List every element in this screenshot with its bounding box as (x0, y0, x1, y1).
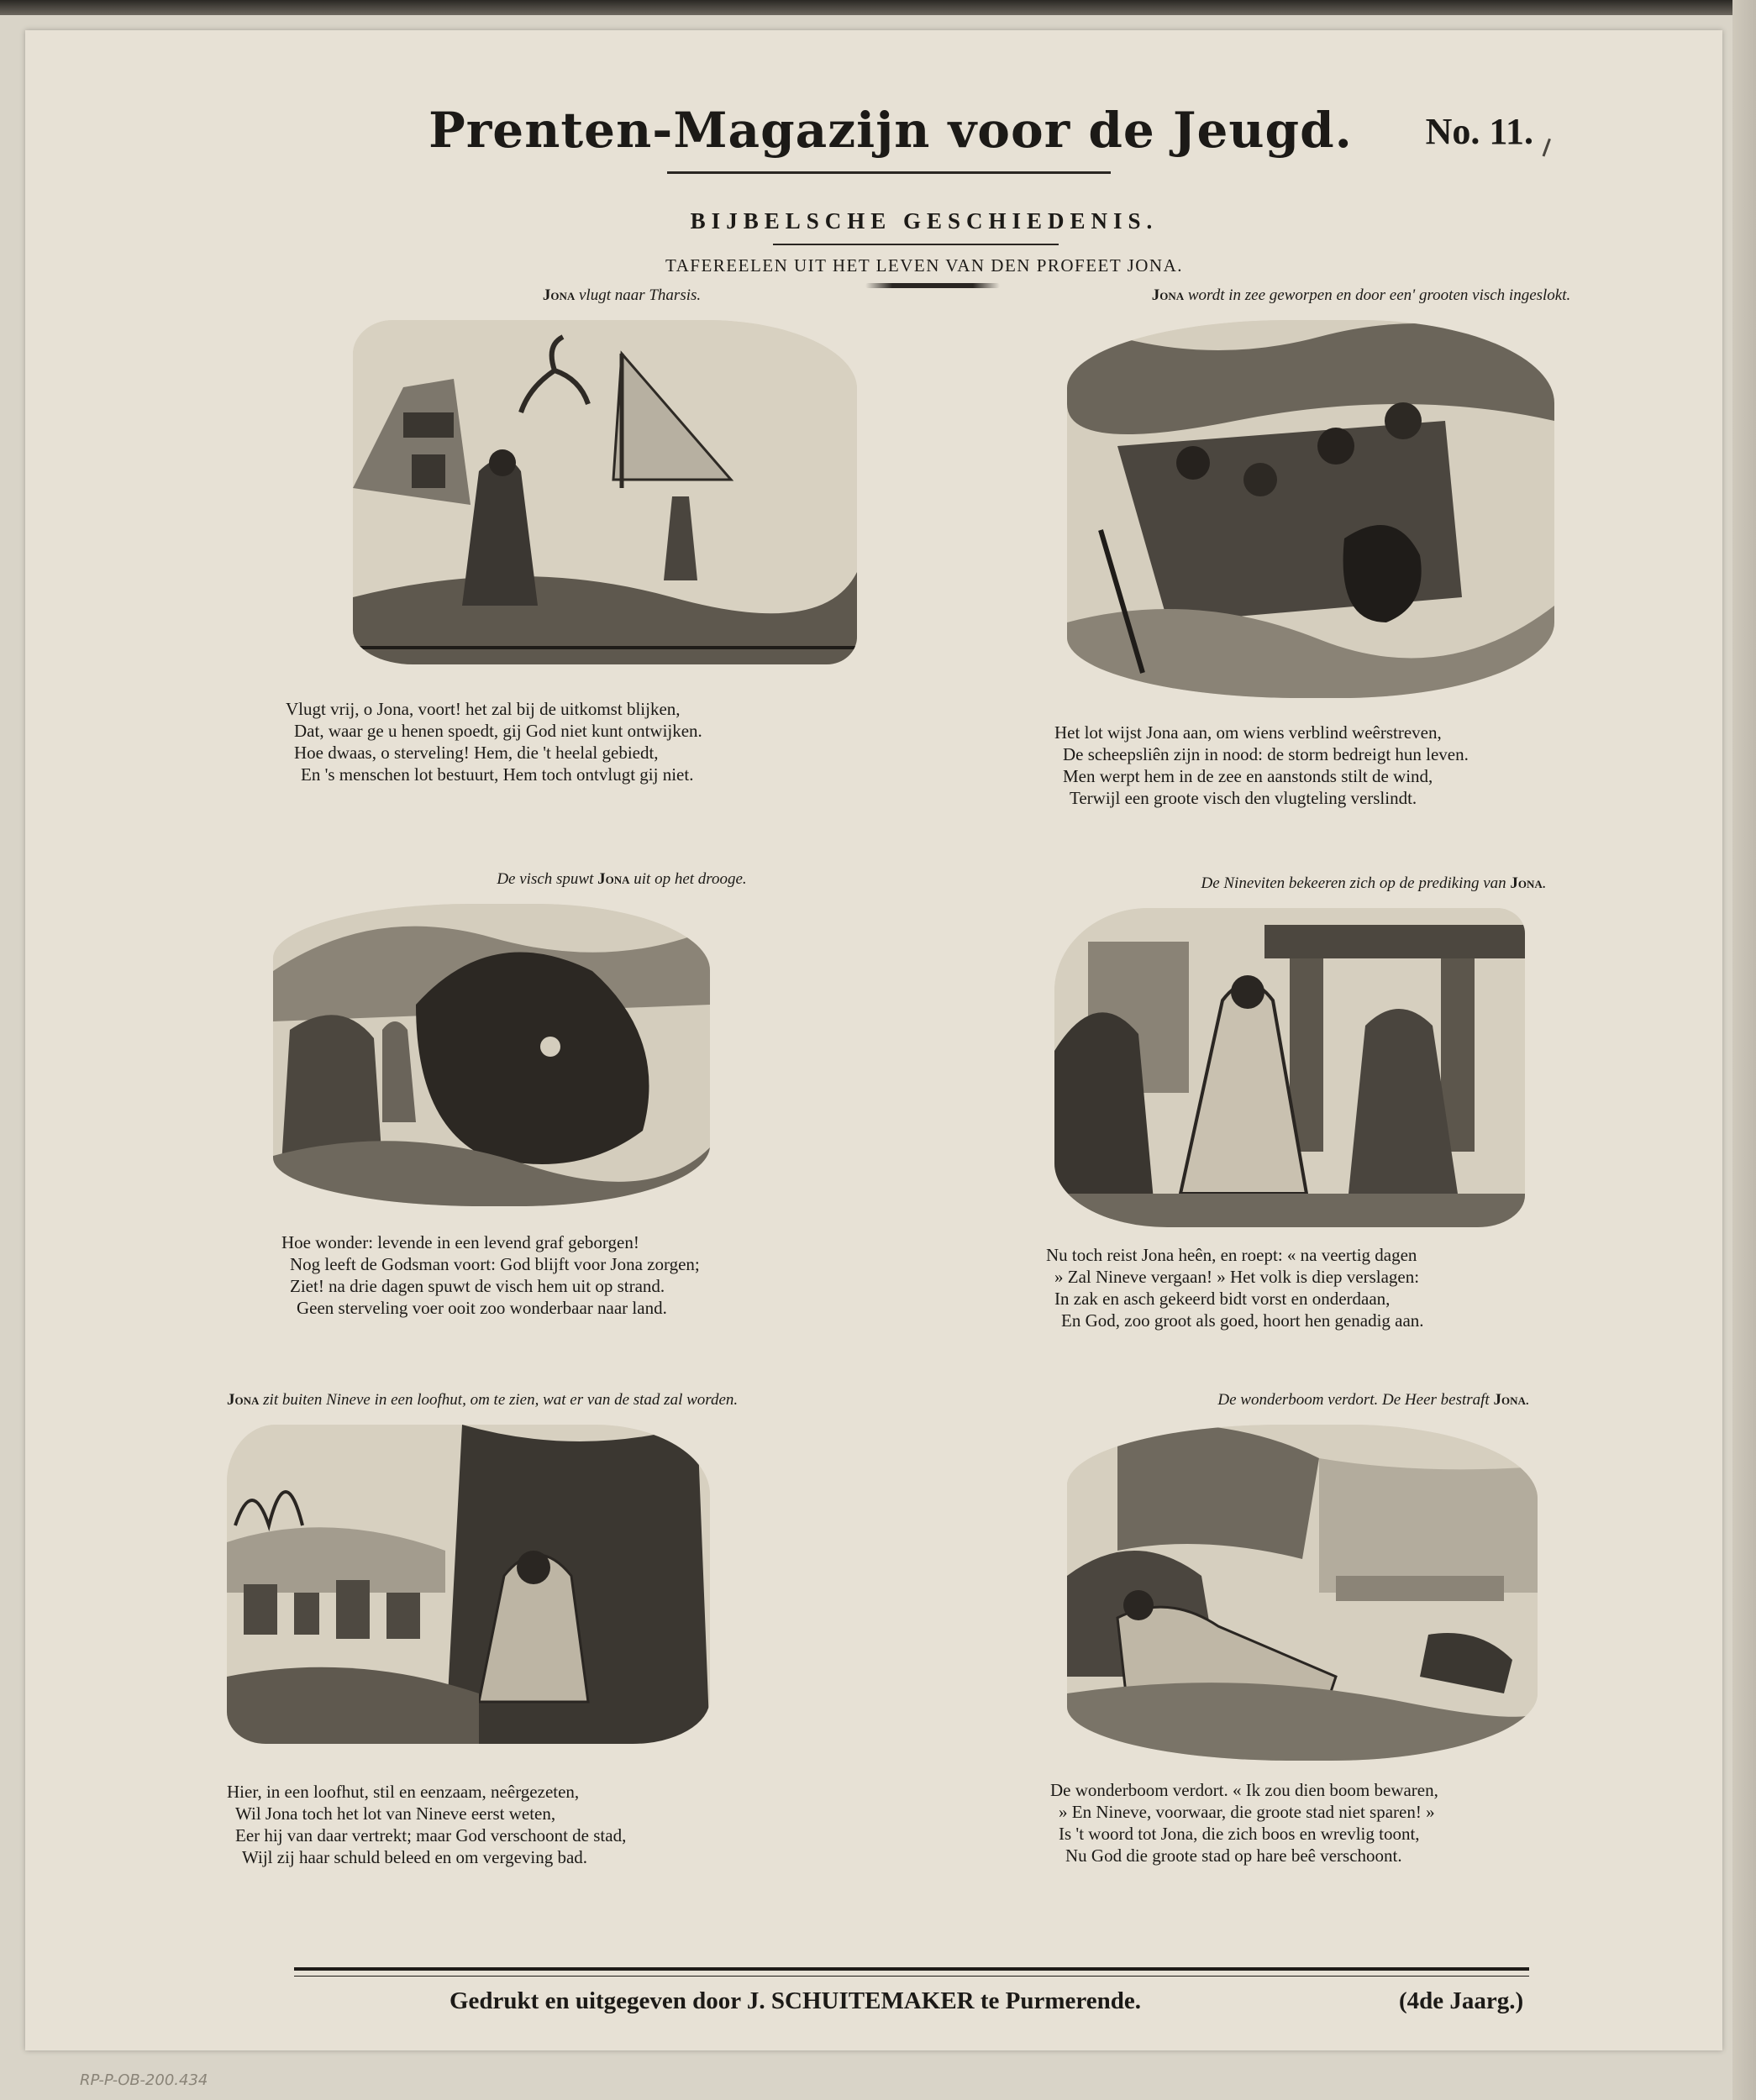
engraving-booth (227, 1425, 710, 1744)
illustration-jona-outside-nineveh (227, 1425, 710, 1744)
caption-text: De Nineviten bekeeren zich op de prediking van (1201, 874, 1511, 892)
panel-caption (983, 1391, 1739, 1410)
panel-caption (983, 874, 1739, 893)
caption-text: zit buiten Nineve in een loofhut, om te zien, wat er van de stad zal worden. (259, 1391, 739, 1409)
print-sheet (25, 30, 1722, 2050)
caption-text: uit op het drooge. (629, 870, 747, 888)
verse-line: In zak en asch gekeerd bidt vorst en onderdaan, (1054, 1289, 1391, 1309)
verse-line: Wijl zij haar schuld beleed en om vergeving bad. (242, 1847, 588, 1867)
caption-text: wordt in zee geworpen en door een' grooten visch ingeslokt. (1184, 286, 1571, 304)
illustration-fish-spews-jona (273, 904, 710, 1206)
caption-name: Jona (542, 286, 576, 304)
subtitle-secondary: TAFEREELEN UIT HET LEVEN VAN DEN PROFEET JONA. (665, 255, 1184, 276)
panel-verse (227, 1781, 983, 1868)
volume-year: (4de Jaarg.) (1399, 1987, 1524, 2014)
panel-caption (227, 1391, 983, 1410)
caption-name: Jona (1510, 874, 1543, 892)
engraving-storm-ship (1067, 320, 1554, 698)
panel-6 (983, 1391, 1739, 1866)
verse-line: » En Nineve, voorwaar, die groote stad niet sparen! » (1059, 1802, 1435, 1822)
caption-name: Jona (1151, 286, 1185, 304)
verse-line: Hoe wonder: levende in een levend graf geborgen! (281, 1232, 639, 1252)
panel-caption (983, 286, 1739, 305)
caption-name: Jona (227, 1391, 260, 1409)
page-title: Prenten-Magazijn voor de Jeugd. (428, 102, 1353, 159)
engraving-harbour (353, 320, 857, 664)
verse-line: Nu God die groote stad op hare beê verschoont. (1065, 1845, 1402, 1866)
caption-text: De visch spuwt (497, 870, 598, 888)
title-rule (667, 171, 1111, 174)
verse-line: Hier, in een loofhut, stil en eenzaam, neêrgezeten, (227, 1782, 580, 1802)
scan-border-top (0, 0, 1756, 15)
verse-line: Nu toch reist Jona heên, en roept: « na veertig dagen (1046, 1245, 1417, 1265)
panel-verse (281, 1231, 983, 1319)
panel-1 (227, 286, 983, 785)
verse-line: En 's menschen lot bestuurt, Hem toch ontvlugt gij niet. (301, 764, 694, 785)
subtitle-rule (773, 244, 1059, 245)
publisher-imprint: Gedrukt en uitgegeven door J. SCHUITEMAKER te Purmerende. (450, 1987, 1141, 2014)
caption-name: Jona (1493, 1391, 1526, 1409)
verse-line: Terwijl een groote visch den vlugteling verslindt. (1070, 788, 1417, 808)
verse-line: Wil Jona toch het lot van Nineve eerst weten, (235, 1803, 556, 1824)
shelfmark: RP-P-OB-200.434 (80, 2071, 208, 2089)
verse-line: Dat, waar ge u henen spoedt, gij God niet kunt ontwijken. (294, 721, 702, 741)
verse-line: En God, zoo groot als goed, hoort hen genadig aan. (1061, 1310, 1424, 1331)
panel-verse (1054, 722, 1739, 809)
illustration-jona-flees (353, 320, 857, 664)
verse-line: De scheepsliên zijn in nood: de storm bedreigt hun leven. (1063, 744, 1469, 764)
verse-line: Eer hij van daar vertrekt; maar God verschoont de stad, (235, 1825, 627, 1845)
verse-line: Hoe dwaas, o sterveling! Hem, die 't heelal gebiedt, (294, 743, 659, 763)
panel-caption (227, 286, 983, 305)
caption-name: Jona (597, 870, 630, 888)
panel-verse (1046, 1244, 1739, 1331)
caption-text: . (1542, 874, 1547, 892)
footer-rule (294, 1967, 1529, 1977)
panel-4 (983, 874, 1739, 1331)
panel-verse (286, 698, 983, 785)
panel-2 (983, 286, 1739, 809)
panel-5 (227, 1391, 983, 1868)
issue-number: No. 11. (1425, 111, 1533, 152)
panel-3 (227, 870, 983, 1319)
caption-text: . (1525, 1391, 1530, 1409)
illustration-withered-tree (1067, 1425, 1538, 1761)
verse-line: Geen sterveling voer ooit zoo wonderbaar naar land. (297, 1298, 667, 1318)
verse-line: » Zal Nineve vergaan! » Het volk is diep verslagen: (1054, 1267, 1420, 1287)
engraving-great-fish (273, 904, 710, 1206)
panel-verse (1050, 1779, 1739, 1866)
verse-line: Is 't woord tot Jona, die zich boos en wrevlig toont, (1059, 1824, 1420, 1844)
caption-text: vlugt naar Tharsis. (575, 286, 702, 304)
caption-text: De wonderboom verdort. De Heer bestraft (1217, 1391, 1494, 1409)
illustration-jona-thrown-overboard (1067, 320, 1554, 698)
verse-line: Vlugt vrij, o Jona, voort! het zal bij de uitkomst blijken, (286, 699, 681, 719)
verse-line: Men werpt hem in de zee en aanstonds stilt de wind, (1063, 766, 1433, 786)
engraving-preaching (1054, 908, 1525, 1227)
verse-line: Het lot wijst Jona aan, om wiens verblind weêrstreven, (1054, 722, 1442, 743)
verse-line: Nog leeft de Godsman voort: God blijft voor Jona zorgen; (290, 1254, 700, 1274)
panel-caption (227, 870, 983, 889)
subtitle: BIJBELSCHE GESCHIEDENIS. (690, 208, 1159, 234)
illustration-ninevites-repent (1054, 908, 1525, 1227)
engraving-withered-plant (1067, 1425, 1538, 1761)
verse-line: Ziet! na drie dagen spuwt de visch hem uit op strand. (290, 1276, 665, 1296)
verse-line: De wonderboom verdort. « Ik zou dien boom bewaren, (1050, 1780, 1438, 1800)
